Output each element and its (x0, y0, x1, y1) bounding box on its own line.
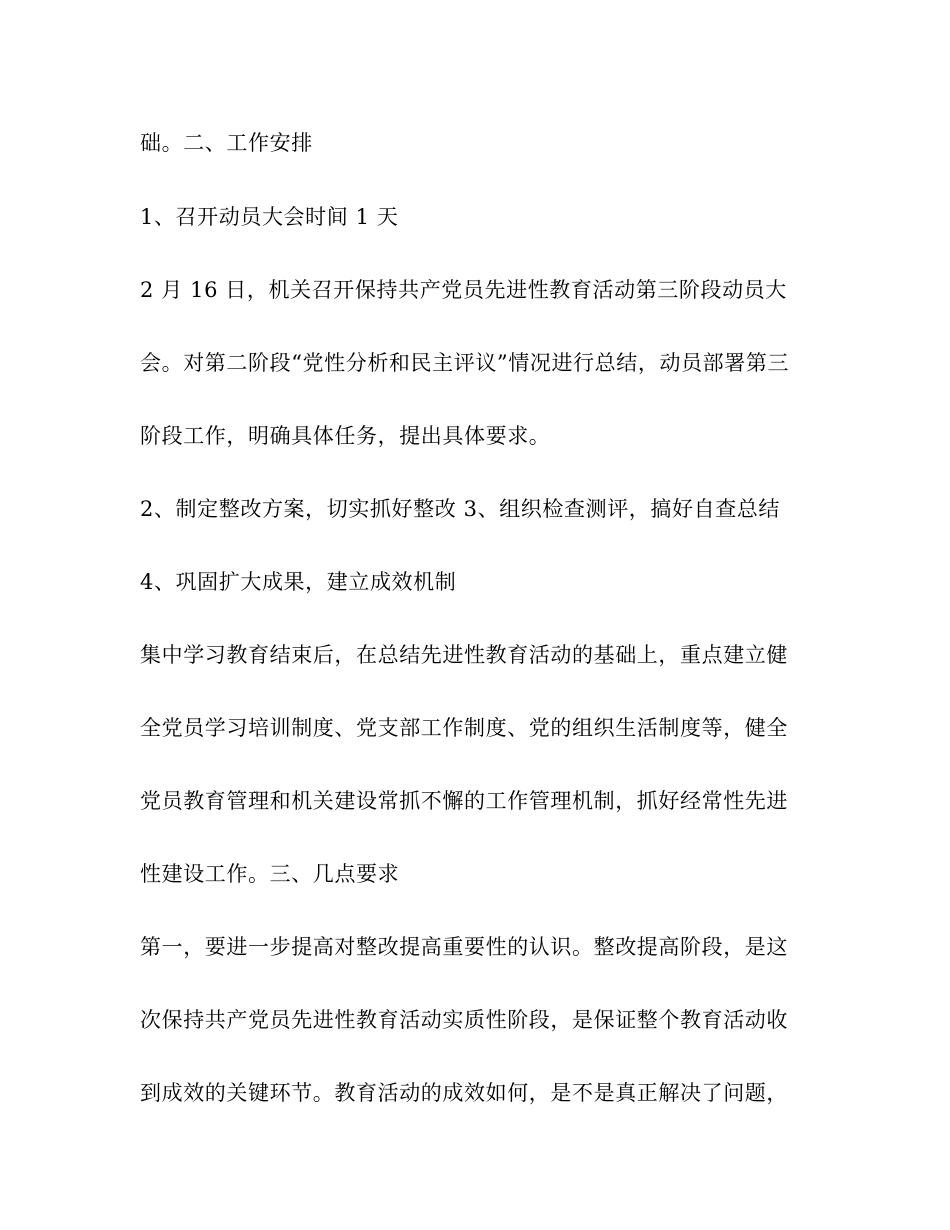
paragraph-line: 集中学习教育结束后，在总结先进性教育活动的基础上，重点建立健 (140, 643, 788, 667)
section-heading-requirements: 性建设工作。三、几点要求 (140, 862, 400, 886)
paragraph-line: 党员教育管理和机关建设常抓不懈的工作管理机制，抓好经常性先进 (140, 789, 788, 813)
paragraph-line: 到成效的关键环节。教育活动的成效如何，是不是真正解决了问题， (140, 1081, 788, 1105)
item-1-heading: 1、召开动员大会时间 1 天 (140, 205, 399, 229)
paragraph-line: 会。对第二阶段“党性分析和民主评议”情况进行总结，动员部署第三 (140, 351, 790, 375)
paragraph-line: 2 月 16 日，机关召开保持共产党员先进性教育活动第三阶段动员大 (140, 278, 787, 302)
paragraph-line: 阶段工作，明确具体任务，提出具体要求。 (140, 424, 551, 448)
paragraph-line: 第一，要进一步提高对整改提高重要性的认识。整改提高阶段，是这 (140, 935, 788, 959)
item-4-heading: 4、巩固扩大成果，建立成效机制 (140, 570, 457, 594)
items-2-3-heading: 2、制定整改方案，切实抓好整改 3、组织检查测评，搞好自查总结 (140, 497, 780, 521)
paragraph-line: 全党员学习培训制度、党支部工作制度、党的组织生活制度等，健全 (140, 716, 788, 740)
paragraph-line: 次保持共产党员先进性教育活动实质性阶段，是保证整个教育活动收 (140, 1008, 788, 1032)
section-heading-work-arrangement: 础。二、工作安排 (140, 131, 313, 155)
